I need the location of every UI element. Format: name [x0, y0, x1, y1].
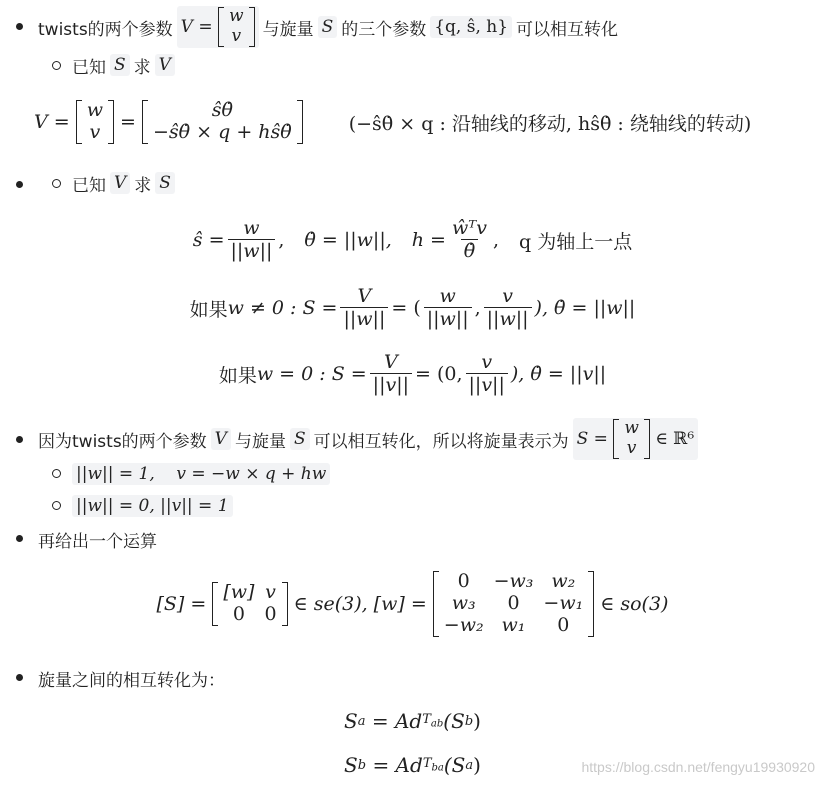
s4-text: ||w|| = 0, ||v|| = 1: [72, 495, 233, 517]
b2-text-b: 可以相互转化，所以将旋量表示为: [313, 431, 569, 452]
eq4-end: ), θ̇ = ||v||: [510, 363, 607, 385]
eq2-thetadot: θ̇ = ||w||,: [304, 229, 392, 251]
eq4-frac-V: $\frac{V}{||v||}$: [370, 352, 412, 397]
b2-matrix: w v: [613, 419, 650, 458]
sub-bullet-3: [52, 469, 61, 478]
eq4: [0, 346, 825, 402]
eq2: [0, 212, 825, 268]
eq5-mid: ∈ se(3), [w] =: [293, 593, 427, 615]
sub-bullet-4: [52, 501, 61, 510]
eq7: S b = Ad $T_{ba}$ (S a ): [344, 753, 481, 777]
bullet-4: [16, 535, 23, 542]
eq6-eq: = Ad: [371, 709, 423, 733]
sub-bullet-2: [52, 179, 61, 188]
b1-S: S: [318, 16, 338, 38]
eq6: S a = Ad $T_{ab}$ (S b ): [344, 709, 481, 733]
eq7-eq: = Ad: [372, 753, 423, 777]
b2-S: S: [290, 428, 310, 450]
watermark: https://blog.csdn.net/fengyu19930920: [581, 759, 815, 775]
eq1: [34, 92, 751, 152]
bullet-1-line: [38, 6, 618, 48]
s2-V: V: [110, 172, 130, 194]
b1-text-a: twists的两个参数: [38, 19, 173, 40]
eq1-note: (−ŝθ̇ × q : 沿轴线的移动, hŝθ̇ : 绕轴线的转动): [348, 112, 752, 135]
eq5-matrix-w: 0 −w₃ w₂ w₃ 0 −w₁ −w₂ w₁ 0: [433, 571, 594, 637]
s1-qiu: 求: [133, 57, 151, 78]
sub-3-line: [72, 461, 330, 487]
bullet-4-line: [38, 526, 157, 552]
s1-pre: 已知: [72, 57, 106, 78]
eq2-comma1: ,: [278, 229, 285, 251]
bullet-1: [16, 23, 23, 30]
eq3-end: ), θ̇ = ||w||: [534, 297, 636, 319]
bullet-2: [16, 181, 23, 188]
eq2-q: q 为轴上一点: [519, 230, 633, 253]
eq5-matrix-S: [w] v 0 0: [212, 582, 287, 626]
sub-1-line: [72, 52, 179, 78]
eq2-comma2: ,: [492, 229, 500, 251]
b1-set: {q, ŝ, h}: [430, 16, 512, 38]
eq3-comma: ,: [474, 297, 481, 319]
b4-text: 旋量之间的相互转化为：: [38, 670, 225, 691]
s1-S: S: [110, 54, 130, 76]
sub-2-line: [72, 170, 179, 196]
b1-formula: V = w v: [177, 6, 259, 47]
eq3-frac-w: $\frac{w}{||w||}$: [424, 286, 472, 331]
bullet-3-line: [38, 418, 698, 460]
eq2-frac-h: $\frac{\text{ŵᵀv}}{\thetȧ}$: [451, 216, 487, 262]
eq1-matrix-v: w v: [76, 100, 114, 144]
s2-qiu: 求: [134, 175, 152, 196]
eq1-top: ŝθ̇: [211, 99, 233, 122]
b2-V: V: [211, 428, 231, 450]
bullet-5: [16, 674, 23, 681]
eq3-cond: w ≠ 0 : S =: [227, 297, 338, 319]
s1-V: V: [155, 54, 175, 76]
b1-text-b: 的三个参数: [341, 19, 427, 40]
b3-text: 再给出一个运算: [38, 531, 157, 552]
s3-text: ||w|| = 1, v = −w × q + hw: [72, 463, 330, 485]
eq2-shat: ŝ =: [192, 229, 225, 251]
bullet-3: [16, 436, 23, 443]
eq2-h: h =: [411, 229, 446, 251]
sub-4-line: [72, 493, 233, 519]
eq1-matrix-rhs: [142, 100, 303, 144]
eq3-pre: 如果: [189, 298, 228, 321]
eq5-lhs: [S] =: [156, 593, 207, 615]
eq5: [0, 564, 825, 644]
eq3-eq: = (: [391, 297, 421, 319]
eq3: [0, 280, 825, 336]
eq4-eq: = (0,: [415, 363, 463, 385]
b1-mid: 与旋量: [262, 19, 314, 40]
b2-formula: S = w v ∈ ℝ⁶: [573, 418, 699, 459]
eq3-frac-v: $\frac{v}{||w||}$: [484, 286, 532, 331]
eq3-frac-V: $\frac{V}{||w||}$: [340, 286, 388, 331]
bullet-5-line: [38, 665, 225, 691]
b2-text-a: 因为twists的两个参数: [38, 431, 207, 452]
b2-mid: 与旋量: [234, 431, 286, 452]
s2-pre: 已知: [72, 175, 106, 196]
eq1-lhs: V =: [34, 111, 70, 133]
eq4-pre: 如果: [218, 364, 257, 387]
b2-in: ∈ ℝ⁶: [655, 429, 695, 449]
eq2-frac-w: $\frac{w}{||w||}$: [228, 218, 276, 263]
s2-S: S: [155, 172, 175, 194]
eq1-eq: =: [120, 111, 136, 133]
eq4-frac-v: $\frac{v}{||v||}$: [466, 352, 508, 397]
eq4-cond: w = 0 : S =: [256, 363, 367, 385]
eq1-bot: −ŝθ̇ × q + hŝθ̇: [153, 121, 292, 143]
b1-matrix: w v: [218, 7, 255, 46]
eq5-end: ∈ so(3): [600, 593, 669, 615]
b1-end: 可以相互转化: [516, 19, 619, 40]
sub-bullet-1: [52, 61, 61, 70]
